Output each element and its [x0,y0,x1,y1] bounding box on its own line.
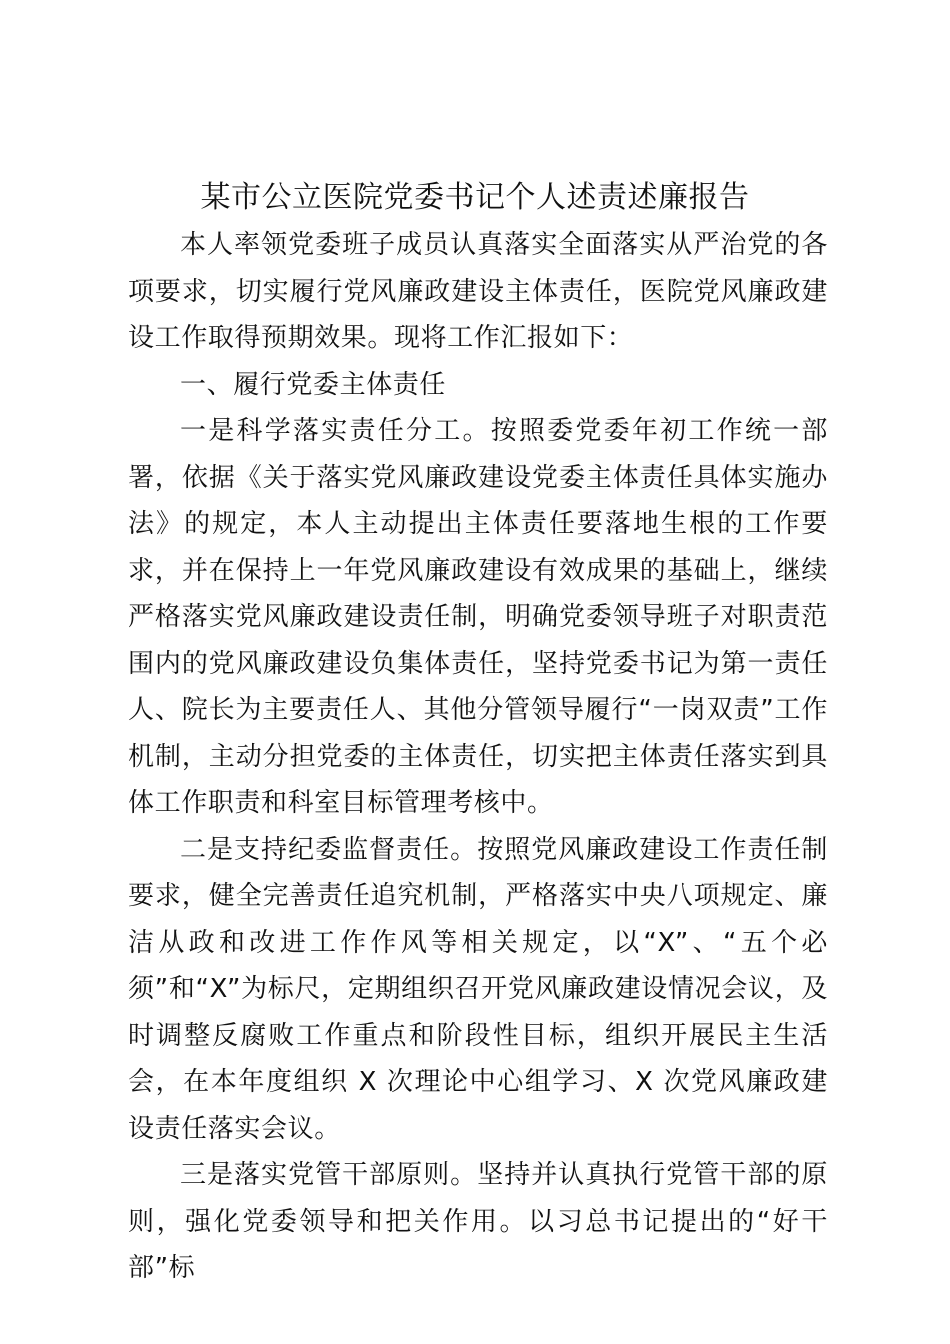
document-title: 某市公立医院党委书记个人述责述廉报告 [200,180,750,215]
body-paragraph: 一是科学落实责任分工。按照委党委年初工作统一部署，依据《关于落实党风廉政建设党委主体责任具体实施办法》的规定，本人主动提出主体责任要落地生根的工作要求，并在保持上一年党风廉政建设有效成果的基础上，继续严格落实党风廉政建设责任制，明确党委领导班子对职责范围内的党风廉政建设负集体责任，坚持党委书记为第一责任人、院长为主要责任人、其他分管领导履行“一岗双责”工作机制，主动分担党委的主体责任，切实把主体责任落实到具体工作职责和科室目标管理考核中。 [128,416,828,818]
body-paragraph: 二是支持纪委监督责任。按照党风廉政建设工作责任制要求，健全完善责任追究机制，严格落实中央八项规定、廉洁从政和改进工作作风等相关规定，以“X”、“五个必须”和“X”为标尺，定期组织召开党风廉政建设情况会议，及时调整反腐败工作重点和阶段性目标，组织开展民主生活会，在本年度组织 X 次理论中心组学习、X 次党风廉政建设责任落实会议。 [128,834,828,1144]
section-heading: 一、履行党委主体责任 [180,369,447,400]
document-body [128,222,828,1292]
body-paragraph: 三是落实党管干部原则。坚持并认真执行党管干部的原则，强化党委领导和把关作用。以习总书记提出的“好干部”标 [128,1160,828,1283]
intro-paragraph: 本人率领党委班子成员认真落实全面落实从严治党的各项要求，切实履行党风廉政建设主体责任，医院党风廉政建设工作取得预期效果。现将工作汇报如下： [128,230,828,353]
